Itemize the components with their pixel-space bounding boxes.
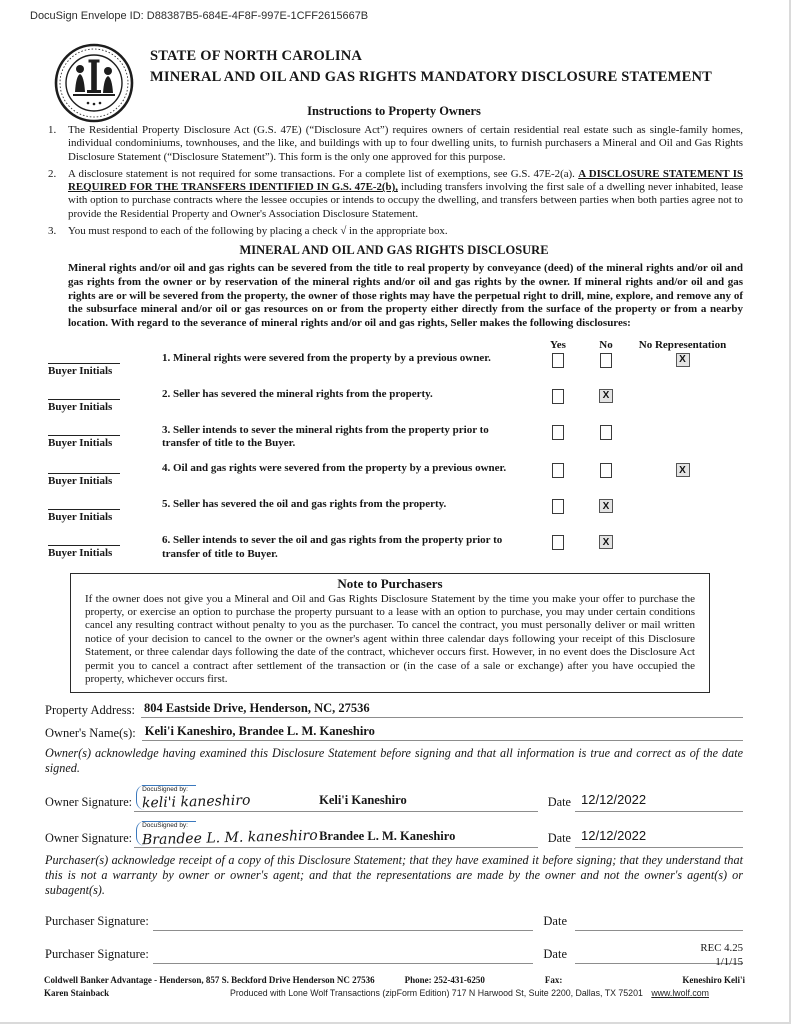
buyer-initials-label: Buyer Initials [48, 400, 113, 413]
buyer-initials-label: Buyer Initials [48, 511, 113, 523]
note-title: Note to Purchasers [337, 575, 443, 591]
owner-signature-field[interactable] [134, 814, 538, 848]
form-number: REC 4.25 [700, 941, 743, 954]
instruction-item-3 [45, 225, 743, 238]
buyer-initials-label: Buyer Initials [48, 547, 113, 559]
purchaser-signature-row-1 [45, 907, 743, 931]
docusigned-by-label: DocuSigned by: [142, 821, 196, 829]
checkbox-no[interactable] [600, 463, 612, 478]
instruction-number: 3. [48, 225, 57, 238]
owner-date-field[interactable]: 12/12/2022 [575, 828, 743, 848]
form-revision-block [700, 941, 743, 970]
checkbox-no-representation[interactable]: X [676, 463, 690, 477]
disclosure-row-1 [45, 352, 743, 377]
purchaser-signature-field[interactable] [153, 913, 534, 931]
property-address-label: Property Address: [45, 703, 135, 718]
purchaser-signature-row-2 [45, 940, 743, 964]
date-label: Date [547, 831, 571, 846]
buyer-initials-label: Buyer Initials [48, 475, 113, 487]
footer-produced-text: Produced with Lone Wolf Transactions (zipForm Edition) 717 N Harwood St, Suite 2200, Dallas, TX 75201 [230, 988, 643, 998]
disclosure-question: 4. Oil and gas rights were severed from the property by a previous owner. [162, 462, 507, 474]
form-revision-date: 1/1/15 [715, 956, 743, 969]
footer-phone: Phone: 252-431-6250 [404, 975, 485, 985]
checkbox-no-representation[interactable]: X [676, 353, 690, 367]
disclosure-row-4 [45, 462, 743, 487]
form-title-main: MINERAL AND OIL AND GAS RIGHTS MANDATORY DISCLOSURE STATEMENT [150, 69, 712, 85]
buyer-initials-line[interactable] [48, 391, 120, 400]
checkbox-no[interactable] [600, 353, 612, 368]
disclosure-row-5 [45, 498, 743, 523]
owner-acknowledgment: Owner(s) acknowledge having examined this Disclosure Statement before signing and that all information is true and correct as of the date signed. [45, 746, 743, 776]
footer-office-address: Coldwell Banker Advantage - Henderson, 857 S. Beckford Drive Henderson NC 27536 [44, 975, 375, 985]
instructions-heading: Instructions to Property Owners [307, 104, 481, 118]
instruction-text: You must respond to each of the following by placing a check √ in the appropriate box. [68, 225, 448, 238]
disclosure-table [45, 339, 743, 562]
purchaser-signature-label: Purchaser Signature: [45, 913, 149, 928]
docusign-envelope-id: DocuSign Envelope ID: D88387B5-684E-4F8F-997E-1CFF2615667B [30, 10, 369, 22]
footer-agent-name: Karen Stainback [44, 988, 110, 998]
checkbox-yes[interactable] [552, 535, 564, 550]
property-address-value[interactable]: 804 Eastside Drive, Henderson, NC, 27536 [141, 701, 743, 718]
note-body: If the owner does not give you a Mineral and Oil and Gas Rights Disclosure Statement by the time you make your offer to purchase the property, or exercise an option to purchase the property pursuant to a lease with an option to purchase, you may under certain conditions cancel any resulting contract without penalty to you as the purchaser. To cancel the contract, you must personally deliver or mail written notice of your decision to cancel to the owner or the owner's agent within three calendar days following your receipt of this Disclosure Statement, or three calendar days following the date of the contract, whichever occurs first. However, in no event does the Disclosure Act permit you to cancel a contract after settlement of the transaction or (in the case of a sale or exchange) after you have occupied the property, whichever occurs first. [85, 592, 695, 685]
buyer-initials-line[interactable] [48, 501, 120, 510]
owner-signature-handwriting: Brandee L. M. kaneshiro [141, 827, 318, 849]
checkbox-yes[interactable] [552, 353, 564, 368]
owners-name-value[interactable]: Keli'i Kaneshiro, Brandee L. M. Kaneshiro [142, 724, 743, 741]
checkbox-no[interactable]: X [599, 389, 613, 403]
buyer-initials-line[interactable] [48, 537, 120, 546]
checkbox-no[interactable]: X [599, 535, 613, 549]
disclosure-question: 3. Seller intends to sever the mineral rights from the property prior to transfer of title to the Buyer. [162, 423, 489, 450]
note-to-purchasers-box [70, 573, 710, 694]
owner-printed-name: Brandee L. M. Kaneshiro [319, 829, 456, 844]
footer-fax-label: Fax: [544, 975, 563, 985]
state-seal-icon [53, 42, 135, 124]
date-label: Date [543, 946, 567, 961]
buyer-initials-line[interactable] [48, 465, 120, 474]
checkbox-no[interactable] [600, 425, 612, 440]
column-header-no-representation: No Representation [638, 338, 727, 351]
purchaser-signature-field[interactable] [153, 946, 534, 964]
instruction-text [68, 168, 743, 221]
form-title-state: STATE OF NORTH CAROLINA [150, 48, 363, 64]
purchaser-acknowledgment: Purchaser(s) acknowledge receipt of a copy of this Disclosure Statement; that they have examined it before signing; that they understand that this is not a warranty by owner or owner's agent; and that the representations are made by the owner and not the owner's agent(s) or subagent(s). [45, 853, 743, 897]
owners-name-row [45, 724, 743, 741]
instruction-number: 1. [48, 124, 57, 136]
disclosure-question: 5. Seller has severed the oil and gas rights from the property. [162, 498, 447, 510]
column-header-no: No [599, 338, 613, 351]
page-footer [44, 975, 745, 998]
disclosure-section-heading: MINERAL AND OIL AND GAS RIGHTS DISCLOSURE [239, 243, 549, 258]
owner-printed-name: Keli'i Kaneshiro [319, 793, 407, 808]
purchaser-signature-label: Purchaser Signature: [45, 946, 149, 961]
instruction-item-2 [45, 168, 743, 221]
checkbox-yes[interactable] [552, 389, 564, 404]
docusigned-by-label: DocuSigned by: [142, 785, 196, 793]
docusign-stamp [136, 821, 318, 849]
owner-signature-label: Owner Signature: [45, 831, 133, 846]
owner-signature-row-2 [45, 814, 743, 848]
date-label: Date [547, 795, 571, 810]
disclosure-row-2 [45, 388, 743, 413]
disclosure-row-6 [45, 534, 743, 562]
instruction-item-1 [45, 124, 743, 164]
checkbox-yes[interactable] [552, 463, 564, 478]
buyer-initials-line[interactable] [48, 427, 120, 436]
owner-date-field[interactable]: 12/12/2022 [575, 792, 743, 812]
instruction-text-post: including transfers involving the first sale of a dwelling never inhabited, lease with option to purchase contracts where the lessee occupies or intends to occupy the dwelling, and transfers between parties when both parties agree not to provide the Residential Property and Owner's Association Disclosure Statement. [68, 181, 743, 220]
instruction-number: 2. [48, 167, 57, 180]
instruction-text-pre: A disclosure statement is not required for some transactions. For a complete list of exemptions, see G.S. 47E-2(a). [68, 167, 579, 180]
purchaser-date-field[interactable] [575, 913, 743, 931]
disclosure-row-3 [45, 424, 743, 452]
docusign-stamp [136, 785, 250, 810]
disclosure-table-header [45, 339, 743, 351]
owner-signature-handwriting: keli'i kaneshiro [141, 792, 251, 812]
date-label: Date [543, 913, 567, 928]
instruction-text-emphasis: A DISCLOSURE STATEMENT IS REQUIRED FOR THE TRANSFERS IDENTIFIED IN G.S. 47E-2(b), [68, 167, 744, 194]
checkbox-yes[interactable] [552, 499, 564, 514]
buyer-initials-line[interactable] [48, 355, 120, 364]
property-address-row [45, 701, 743, 718]
disclosure-question: 2. Seller has severed the mineral rights from the property. [162, 387, 433, 400]
footer-produced-by [194, 988, 745, 998]
instruction-text: The Residential Property Disclosure Act (G.S. 47E) (“Disclosure Act”) requires owners of certain residential real estate such as single-family homes, individual condominiums, townhouses, and the like, and buildings with up to four dwelling units, to furnish purchasers a Mineral and Oil and Gas Rights Disclosure Statement (“Disclosure Statement”). This form is the only one approved for this purpose. [68, 124, 743, 163]
owners-name-label: Owner's Name(s): [45, 726, 136, 741]
owner-signature-label: Owner Signature: [45, 795, 133, 810]
owner-signature-field[interactable] [134, 778, 538, 812]
buyer-initials-label: Buyer Initials [48, 436, 113, 449]
footer-lwolf-link[interactable]: www.lwolf.com [651, 988, 709, 998]
column-header-yes: Yes [550, 338, 566, 351]
checkbox-yes[interactable] [552, 425, 564, 440]
disclosure-question: 6. Seller intends to sever the oil and gas rights from the property prior to transfer of title to Buyer. [162, 534, 503, 560]
disclosure-question: 1. Mineral rights were severed from the property by a previous owner. [162, 351, 491, 364]
buyer-initials-label: Buyer Initials [48, 364, 113, 377]
footer-client-name: Keneshiro Keli'i [682, 975, 745, 985]
form-header [45, 42, 743, 98]
owner-signature-row-1 [45, 778, 743, 812]
disclosure-intro-paragraph: Mineral rights and/or oil and gas rights can be severed from the title to real property by conveyance (deed) of the mineral rights and/or oil and gas rights from the owner or by reservation of the mineral rights and/or oil and gas rights by the owner. If mineral rights and/or oil and gas rights are or will be severed from the property, the owner of those rights may have the perpetual right to drill, mine, explore, and remove any of the subsurface mineral and/or oil or gas resources on or from the property either directly from the surface of the property or from a nearby location. With regard to the severance of mineral rights and/or oil and gas rights, Seller makes the following disclosures: [68, 262, 743, 329]
checkbox-no[interactable]: X [599, 499, 613, 513]
